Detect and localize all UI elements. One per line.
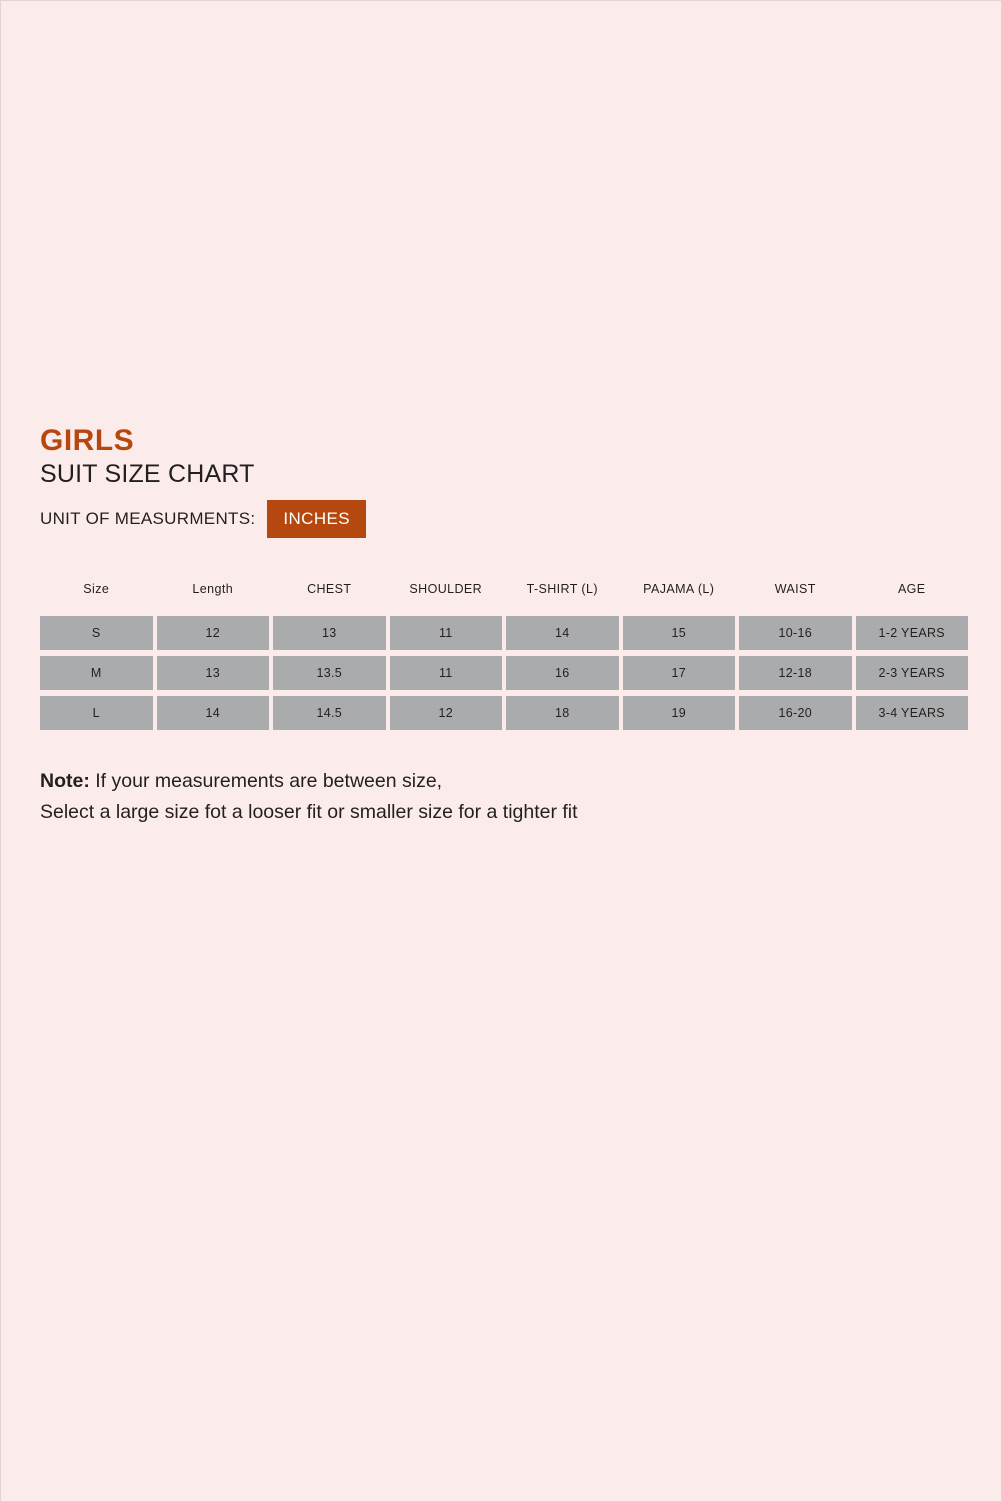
cell-waist: 10-16 xyxy=(739,616,852,650)
cell-waist: 12-18 xyxy=(739,656,852,690)
column-header-pajama-length: PAJAMA (L) xyxy=(643,582,715,596)
cell-age: 1-2 YEARS xyxy=(856,616,969,650)
column-header-length: Length xyxy=(192,582,234,596)
cell-tshirt-length: 16 xyxy=(506,656,619,690)
page-title: GIRLS xyxy=(40,424,135,457)
cell-pajama-length: 15 xyxy=(623,616,736,650)
cell-length: 12 xyxy=(157,616,270,650)
size-table xyxy=(36,572,972,736)
unit-badge: INCHES xyxy=(267,500,366,538)
cell-size: M xyxy=(40,656,153,690)
column-header-age: AGE xyxy=(897,582,926,596)
column-header-tshirt-length: T-SHIRT (L) xyxy=(526,582,598,596)
cell-size: L xyxy=(40,696,153,730)
column-header-shoulder: SHOULDER xyxy=(409,582,483,596)
cell-age: 3-4 YEARS xyxy=(856,696,969,730)
cell-length: 14 xyxy=(157,696,270,730)
cell-shoulder: 11 xyxy=(390,656,503,690)
cell-shoulder: 12 xyxy=(390,696,503,730)
unit-of-measurement-row xyxy=(40,500,965,538)
note-label: Note: xyxy=(40,770,90,792)
table-row xyxy=(40,616,968,650)
cell-tshirt-length: 14 xyxy=(506,616,619,650)
cell-size: S xyxy=(40,616,153,650)
note-line-2: Select a large size fot a looser fit or smaller size for a tighter fit xyxy=(40,801,578,824)
note-text-1: If your measurements are between size, xyxy=(89,770,443,792)
cell-age: 2-3 YEARS xyxy=(856,656,969,690)
cell-tshirt-length: 18 xyxy=(506,696,619,730)
page-subtitle: SUIT SIZE CHART xyxy=(40,459,255,488)
cell-length: 13 xyxy=(157,656,270,690)
table-row xyxy=(40,696,968,730)
cell-pajama-length: 17 xyxy=(623,656,736,690)
size-chart-sheet xyxy=(40,425,965,828)
cell-chest: 13 xyxy=(273,616,386,650)
column-header-chest: CHEST xyxy=(307,582,352,596)
cell-shoulder: 11 xyxy=(390,616,503,650)
note-line-1 xyxy=(40,766,965,797)
cell-waist: 16-20 xyxy=(739,696,852,730)
cell-chest: 14.5 xyxy=(273,696,386,730)
unit-label: UNIT OF MEASURMENTS: xyxy=(40,509,256,528)
note-block xyxy=(40,766,965,828)
table-row xyxy=(40,656,968,690)
column-header-waist: WAIST xyxy=(774,582,816,596)
table-header-row xyxy=(40,578,968,610)
column-header-size: Size xyxy=(83,582,110,596)
cell-chest: 13.5 xyxy=(273,656,386,690)
cell-pajama-length: 19 xyxy=(623,696,736,730)
